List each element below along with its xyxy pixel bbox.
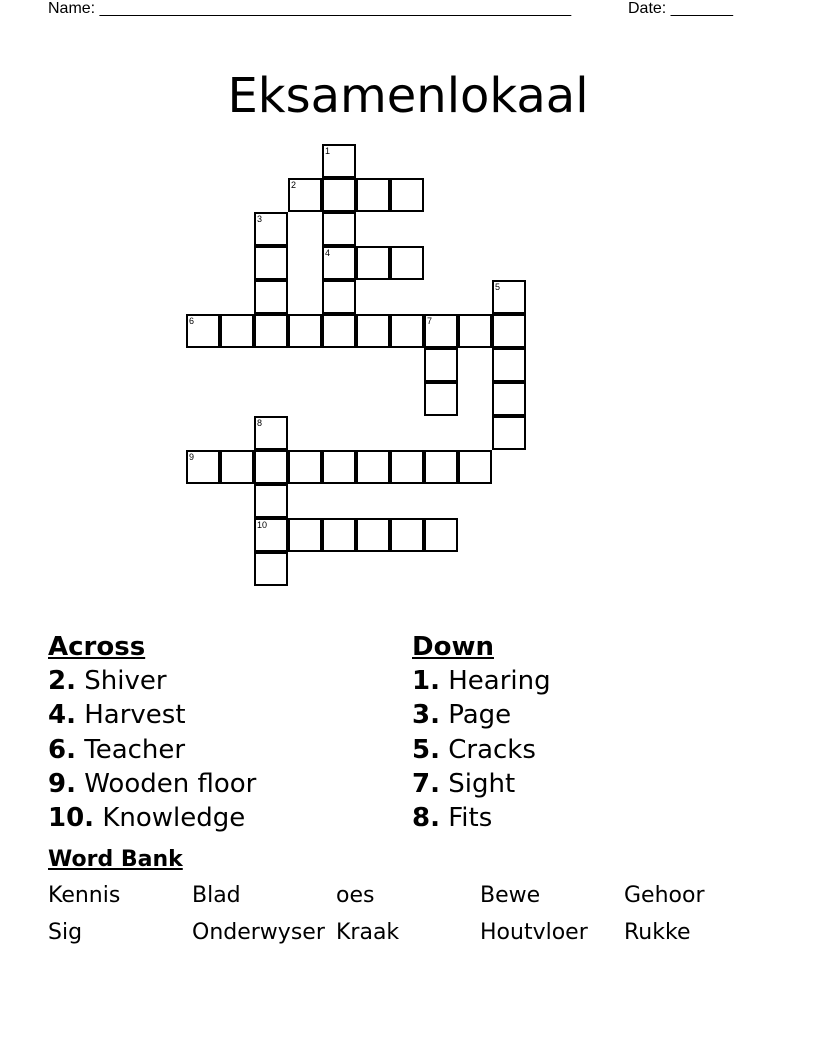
across-clue bbox=[48, 664, 256, 698]
word-bank-item: Onderwyser bbox=[192, 920, 325, 945]
clue-text: Page bbox=[448, 700, 512, 731]
clue-number: 10. bbox=[48, 803, 95, 834]
crossword-cell[interactable] bbox=[390, 178, 424, 212]
across-clue bbox=[48, 801, 256, 835]
crossword-cell[interactable] bbox=[424, 450, 458, 484]
word-bank-item: Rukke bbox=[624, 920, 691, 945]
word-bank-item: oes bbox=[336, 883, 375, 908]
crossword-cell[interactable] bbox=[288, 314, 322, 348]
crossword-cell[interactable] bbox=[186, 314, 220, 348]
clue-text: Fits bbox=[448, 803, 493, 834]
clue-number: 5. bbox=[412, 734, 440, 765]
crossword-cell[interactable] bbox=[254, 450, 288, 484]
crossword-cell[interactable] bbox=[356, 246, 390, 280]
cell-number: 10 bbox=[257, 520, 268, 530]
down-clue bbox=[412, 801, 551, 835]
cell-number: 3 bbox=[257, 214, 263, 224]
down-clues bbox=[412, 630, 551, 835]
crossword-cell[interactable] bbox=[492, 382, 526, 416]
clue-text: Harvest bbox=[84, 700, 186, 731]
word-bank-heading: Word Bank bbox=[48, 847, 183, 872]
word-bank bbox=[48, 880, 768, 948]
down-clue bbox=[412, 664, 551, 698]
crossword-cell[interactable] bbox=[322, 450, 356, 484]
clue-number: 3. bbox=[412, 700, 440, 731]
down-clue bbox=[412, 733, 551, 767]
crossword-cell[interactable] bbox=[390, 314, 424, 348]
name-field-label[interactable]: Name: _____________________________________________________ bbox=[48, 0, 572, 17]
across-clues bbox=[48, 630, 256, 835]
crossword-cell[interactable] bbox=[254, 484, 288, 518]
word-bank-item: Kennis bbox=[48, 883, 121, 908]
cell-number: 2 bbox=[291, 180, 297, 190]
crossword-cell[interactable] bbox=[424, 348, 458, 382]
crossword-cell[interactable] bbox=[288, 450, 322, 484]
clue-text: Knowledge bbox=[102, 803, 246, 834]
crossword-cell[interactable] bbox=[254, 314, 288, 348]
cell-number: 7 bbox=[427, 316, 433, 326]
cell-number: 8 bbox=[257, 418, 263, 428]
crossword-cell[interactable] bbox=[390, 246, 424, 280]
across-clue bbox=[48, 733, 256, 767]
crossword-cell[interactable] bbox=[356, 178, 390, 212]
across-clue bbox=[48, 767, 256, 801]
crossword-cell[interactable] bbox=[254, 518, 288, 552]
across-clue bbox=[48, 698, 256, 732]
word-bank-item: Bewe bbox=[480, 883, 541, 908]
crossword-cell[interactable] bbox=[254, 416, 288, 450]
crossword-cell[interactable] bbox=[458, 450, 492, 484]
crossword-cell[interactable] bbox=[254, 552, 288, 586]
crossword-cell[interactable] bbox=[220, 450, 254, 484]
clue-number: 6. bbox=[48, 734, 76, 765]
crossword-cell[interactable] bbox=[254, 212, 288, 246]
crossword-cell[interactable] bbox=[322, 212, 356, 246]
cell-number: 4 bbox=[325, 248, 331, 258]
crossword-cell[interactable] bbox=[254, 246, 288, 280]
clue-text: Teacher bbox=[84, 734, 186, 765]
crossword-cell[interactable] bbox=[322, 246, 356, 280]
crossword-cell[interactable] bbox=[356, 518, 390, 552]
crossword-cell[interactable] bbox=[322, 280, 356, 314]
crossword-cell[interactable] bbox=[186, 450, 220, 484]
crossword-cell[interactable] bbox=[356, 314, 390, 348]
word-bank-item: Kraak bbox=[336, 920, 400, 945]
date-field-label[interactable]: Date: _______ bbox=[628, 0, 733, 17]
cell-number: 9 bbox=[189, 452, 195, 462]
crossword-cell[interactable] bbox=[492, 348, 526, 382]
crossword-cell[interactable] bbox=[492, 314, 526, 348]
crossword-cell[interactable] bbox=[390, 450, 424, 484]
word-bank-item: Blad bbox=[192, 883, 241, 908]
cell-number: 6 bbox=[189, 316, 195, 326]
cell-number: 5 bbox=[495, 282, 501, 292]
cell-number: 1 bbox=[325, 146, 331, 156]
header-line bbox=[48, 0, 768, 20]
clue-number: 4. bbox=[48, 700, 76, 731]
crossword-cell[interactable] bbox=[390, 518, 424, 552]
crossword-cell[interactable] bbox=[220, 314, 254, 348]
crossword-cell[interactable] bbox=[356, 450, 390, 484]
clue-number: 2. bbox=[48, 666, 76, 696]
clue-text: Wooden floor bbox=[84, 768, 257, 799]
down-clue bbox=[412, 698, 551, 732]
word-bank-item: Houtvloer bbox=[480, 920, 588, 945]
word-bank-item: Sig bbox=[48, 920, 83, 945]
clue-text: Cracks bbox=[448, 734, 536, 765]
down-clue bbox=[412, 767, 551, 801]
crossword-cell[interactable] bbox=[492, 280, 526, 314]
crossword-cell[interactable] bbox=[322, 518, 356, 552]
crossword-cell[interactable] bbox=[288, 518, 322, 552]
crossword-cell[interactable] bbox=[254, 280, 288, 314]
clue-number: 7. bbox=[412, 768, 440, 799]
clue-number: 8. bbox=[412, 803, 440, 834]
clue-text: Hearing bbox=[448, 666, 551, 696]
crossword-cell[interactable] bbox=[288, 178, 322, 212]
clue-number: 9. bbox=[48, 768, 76, 799]
crossword-cell[interactable] bbox=[458, 314, 492, 348]
crossword-cell[interactable] bbox=[424, 382, 458, 416]
crossword-cell[interactable] bbox=[424, 518, 458, 552]
page-title: Eksamenlokaal bbox=[227, 68, 589, 125]
crossword-cell[interactable] bbox=[322, 178, 356, 212]
crossword-cell[interactable] bbox=[322, 314, 356, 348]
across-heading: Across bbox=[48, 632, 146, 662]
word-bank-item: Gehoor bbox=[624, 883, 705, 908]
crossword-cell[interactable] bbox=[492, 416, 526, 450]
clue-number: 1. bbox=[412, 666, 440, 696]
clue-text: Sight bbox=[448, 768, 516, 799]
down-heading: Down bbox=[412, 632, 494, 662]
crossword-cell[interactable] bbox=[322, 144, 356, 178]
clue-text: Shiver bbox=[84, 666, 167, 696]
crossword-cell[interactable] bbox=[424, 314, 458, 348]
